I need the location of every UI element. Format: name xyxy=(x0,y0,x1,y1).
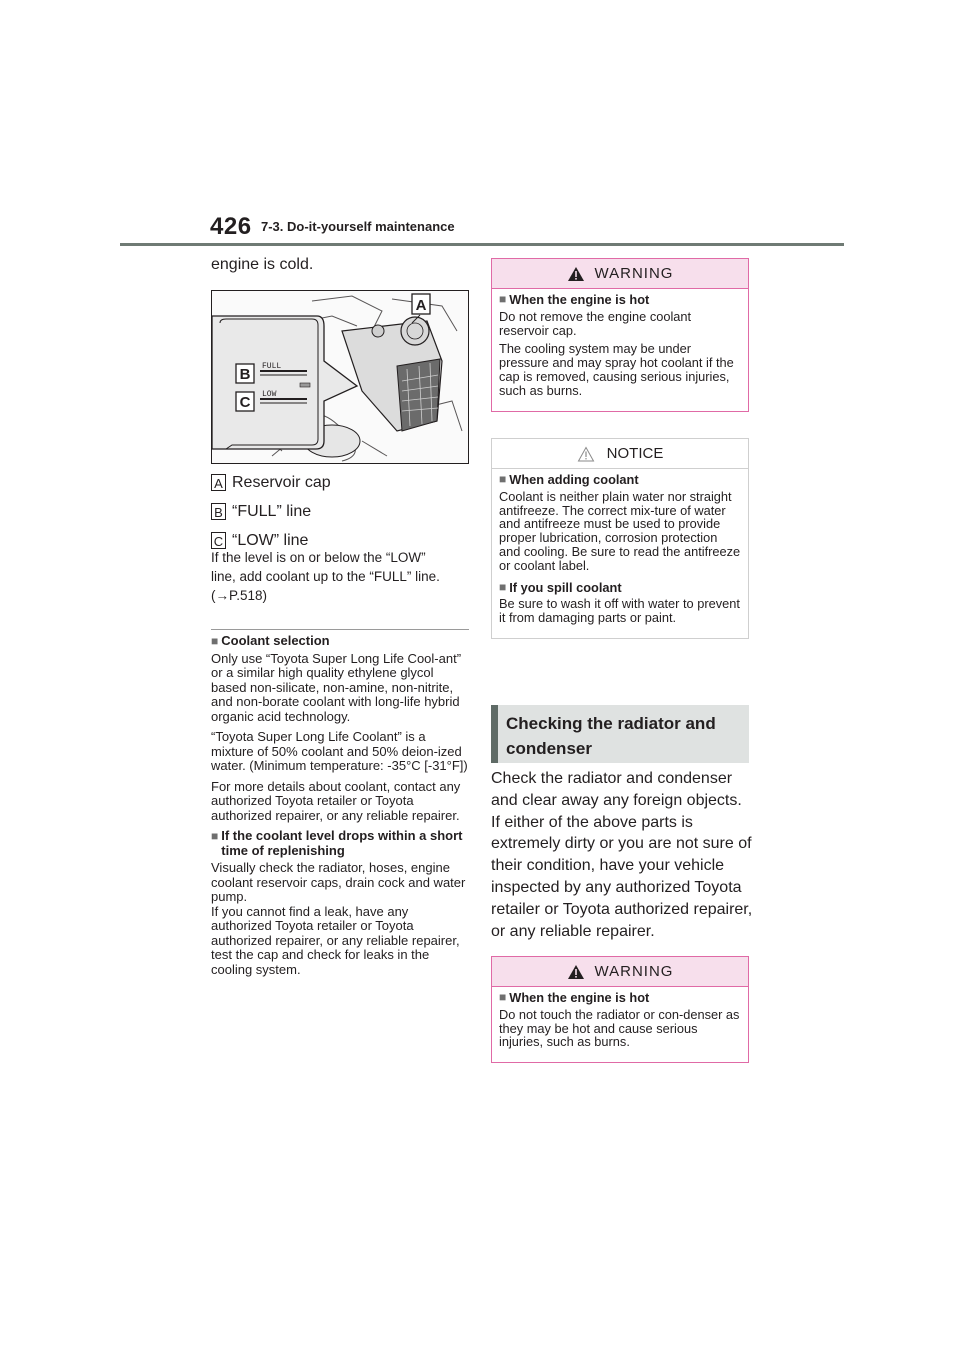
coolant-selection-title: Coolant selection xyxy=(221,633,330,648)
refill-note xyxy=(211,548,473,605)
section-divider xyxy=(211,629,469,630)
callout-b-key: B xyxy=(211,503,226,520)
warning-paragraph-2: The cooling system may be under pressure and may spray hot coolant if the cap is removed, causing serious injuries, such as burns. xyxy=(499,341,734,398)
notice-header xyxy=(492,439,748,469)
warning-subheading xyxy=(499,293,741,307)
callout-b-text: “FULL” line xyxy=(232,502,312,520)
coolant-paragraph-3: For more details about coolant, contact any authorized Toyota retailer or Toyota authorized repairer, or any reliable repairer. xyxy=(211,778,461,823)
level-drops-paragraph-2: If you cannot find a leak, have any authorized Toyota retailer or Toyota authorized repairer, or any reliable repairer, test the cap and check for leaks in the cooling system. xyxy=(211,903,460,977)
low-line-label: LOW xyxy=(262,390,277,399)
warning-subheading xyxy=(499,991,741,1005)
level-drops-heading xyxy=(211,829,471,858)
notice-paragraph-2: Be sure to wash it off with water to prevent it from damaging parts or paint. xyxy=(499,596,740,626)
warning-body xyxy=(492,289,748,411)
callout-c-text: “LOW” line xyxy=(232,531,309,549)
warning-triangle-icon xyxy=(567,964,585,980)
notice-paragraph-1: Coolant is neither plain water nor straight antifreeze. The correct mix-ture of water and antifreeze must be used to provide proper lubrication, corrosion protection and cooling. Be sure to read the antifreeze or coolant label. xyxy=(499,488,741,573)
lead-text: engine is cold. xyxy=(211,256,314,273)
notice-title: NOTICE xyxy=(606,445,664,462)
callout-c-key: C xyxy=(211,532,226,549)
label-b: B xyxy=(239,366,251,383)
radiator-paragraph: Check the radiator and condenser and clear away any foreign objects. If either of the above parts is extremely dirty or you are not sure of their condition, have your vehicle inspected by any authorized Toyota retailer or Toyota authorized repairer, or any reliable repairer. xyxy=(491,770,753,940)
caution-triangle-icon xyxy=(577,446,595,462)
callout-a-key: A xyxy=(211,474,226,491)
coolant-selection-heading xyxy=(211,634,471,649)
square-bullet-icon: ■ xyxy=(499,990,507,1004)
label-c: C xyxy=(239,394,251,411)
notice-subheading-1-text: When adding coolant xyxy=(509,472,639,487)
callout-a-text: Reservoir cap xyxy=(232,473,331,491)
refill-note-line-1: If the level is on or below the “LOW” xyxy=(211,550,426,565)
warning-title: WARNING xyxy=(594,265,674,282)
warning-box-radiator xyxy=(491,956,749,1063)
coolant-paragraph-1: Only use “Toyota Super Long Life Cool-ant” or a similar high quality ethylene glycol based non-silicate, non-amine, non-nitrite, and non-borate coolant with long-life hybrid organic acid technology. xyxy=(211,650,462,724)
coolant-info-column xyxy=(211,634,471,977)
warning-body xyxy=(492,987,748,1062)
warning-subheading-text: When the engine is hot xyxy=(509,292,650,307)
page-reference-link[interactable]: (→P.518) xyxy=(211,588,268,603)
notice-body xyxy=(492,469,748,638)
warning-triangle-icon xyxy=(567,266,585,282)
coolant-paragraph-2: “Toyota Super Long Life Coolant” is a mixture of 50% coolant and 50% deion-ized water. (Minimum temperature: -35°C [-31°F]) xyxy=(211,729,468,773)
refill-note-line-2: line, add coolant up to the “FULL” line. xyxy=(211,569,440,584)
notice-box xyxy=(491,438,749,639)
notice-subheading-2 xyxy=(499,581,741,595)
label-a: A xyxy=(415,297,427,314)
warning-paragraph-1: Do not touch the radiator or con-denser as they may be hot and cause serious injuries, such as burns. xyxy=(499,1006,740,1050)
warning-box-hot-engine xyxy=(491,258,749,412)
coolant-reservoir-figure xyxy=(211,290,469,464)
square-bullet-icon: ■ xyxy=(211,634,219,648)
notice-subheading-1 xyxy=(499,473,741,487)
square-bullet-icon: ■ xyxy=(211,829,219,843)
square-bullet-icon: ■ xyxy=(499,472,507,486)
warning-paragraph-1: Do not remove the engine coolant reservoir cap. xyxy=(499,308,692,338)
section-heading-radiator: Checking the radiator and condenser xyxy=(491,705,749,763)
square-bullet-icon: ■ xyxy=(499,292,507,306)
callout-b xyxy=(211,497,471,526)
full-line-label: FULL xyxy=(262,362,282,371)
notice-subheading-2-text: If you spill coolant xyxy=(509,579,622,595)
header-rule xyxy=(120,243,844,246)
section-title: 7-3. Do-it-yourself maintenance xyxy=(261,219,455,234)
warning-subheading-text: When the engine is hot xyxy=(509,990,650,1005)
callout-list xyxy=(211,468,471,555)
square-bullet-icon: ■ xyxy=(499,579,507,594)
warning-header xyxy=(492,957,748,987)
level-drops-title: If the coolant level drops within a short time of replenishing xyxy=(221,828,463,858)
engine-bay-illustration xyxy=(212,291,468,463)
level-drops-paragraph-1: Visually check the radiator, hoses, engine coolant reservoir caps, drain cock and water pump. xyxy=(211,860,466,904)
page-number: 426 xyxy=(210,213,252,240)
warning-title: WARNING xyxy=(594,963,674,980)
callout-a xyxy=(211,468,471,497)
warning-header xyxy=(492,259,748,289)
